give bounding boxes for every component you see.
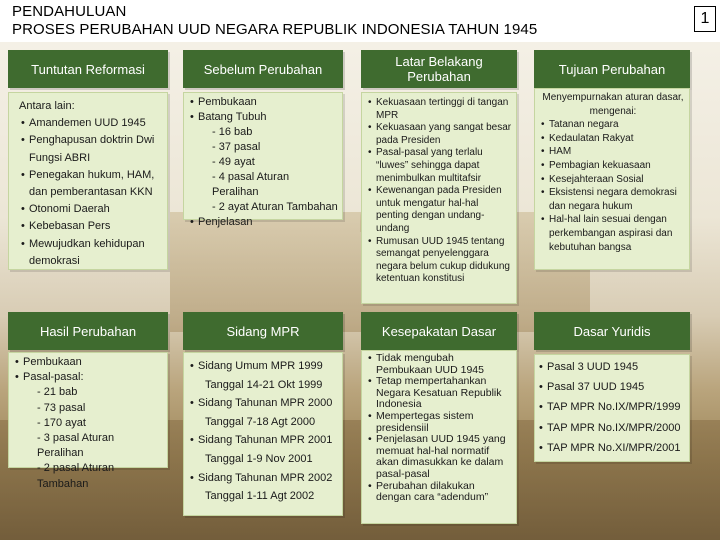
box-kesepakatan-dasar xyxy=(361,350,517,524)
list-item: • Kekuasaan yang sangat besar pada Presiden xyxy=(376,122,512,147)
kesepakatan-list xyxy=(376,353,512,504)
list-item: • Rumusan UUD 1945 tentang semangat penyelenggara negara belum cukup didukung ketentuan konstitusi xyxy=(376,236,512,286)
tujuan-list xyxy=(549,118,685,254)
list-item: • Kedaulatan Rakyat xyxy=(549,132,685,146)
sub-item: - 49 ayat xyxy=(198,155,338,170)
sidang-date: Tanggal 1-11 Agt 2002 xyxy=(205,490,315,503)
list-item: • Kesejahteraan Sosial xyxy=(549,173,685,187)
slide-title xyxy=(12,3,537,39)
list-item: • Kebebasan Pers xyxy=(29,218,161,235)
list-item: • Batang Tubuh xyxy=(198,110,338,125)
list-item: • Sidang Tahunan MPR 2001 xyxy=(198,431,338,450)
list-item: • Otonomi Daerah xyxy=(29,201,161,218)
sub-item: - 16 bab xyxy=(198,125,338,140)
title-line-2: PROSES PERUBAHAN UUD NEGARA REPUBLIK INDONESIA TAHUN 1945 xyxy=(12,21,538,38)
box-tujuan-perubahan xyxy=(534,88,690,270)
sub-item: - 2 pasal Aturan Tambahan xyxy=(23,461,163,491)
list-item: • Pembukaan xyxy=(198,95,338,110)
list-item: • Penghapusan doktrin Dwi Fungsi ABRI xyxy=(29,132,161,166)
list-item: • Pasal 37 UUD 1945 xyxy=(547,377,687,397)
box-latar-belakang xyxy=(361,92,517,304)
list-item: • TAP MPR No.IX/MPR/1999 xyxy=(547,397,687,417)
hasil-list xyxy=(23,355,163,492)
list-item: • Sidang Tahunan MPR 2000 xyxy=(198,394,338,413)
tuntutan-intro: Antara lain: xyxy=(19,100,75,112)
list-item: • Penegakan hukum, HAM, dan pemberantasan KKN xyxy=(29,167,161,201)
list-item: • Eksistensi negara demokrasi dan negara hukum xyxy=(549,186,685,213)
sidang-date: Tanggal 1-9 Nov 2001 xyxy=(205,452,313,465)
list-item: • Perubahan dilakukan dengan cara “adendum” xyxy=(376,481,512,504)
header-tuntutan-reformasi: Tuntutan Reformasi xyxy=(8,50,168,88)
latar-list xyxy=(376,97,512,286)
list-item: • Sidang Umum MPR 1999 xyxy=(198,357,338,376)
list-item: • Pembukaan xyxy=(23,355,163,370)
list-item: • Pasal-pasal: xyxy=(23,370,163,385)
list-item: • Sidang Tahunan MPR 2002 xyxy=(198,469,338,488)
header-kesepakatan-dasar: Kesepakatan Dasar xyxy=(361,312,517,350)
sub-item: - 2 ayat Aturan Tambahan xyxy=(198,200,338,215)
list-item: • Pasal-pasal yang terlalu “luwes” sehingga dapat menimbulkan multitafsir xyxy=(376,147,512,185)
list-item: • Penjelasan xyxy=(198,215,338,230)
tujuan-intro: Menyempurnakan aturan dasar, mengenai: xyxy=(542,92,684,117)
tuntutan-list xyxy=(21,115,161,270)
list-item: • Tatanan negara xyxy=(549,118,685,132)
box-hasil-perubahan xyxy=(8,352,168,490)
box-sebelum-perubahan xyxy=(183,92,343,228)
box-dasar-yuridis xyxy=(534,354,690,462)
list-item: • Pasal 3 UUD 1945 xyxy=(547,357,687,377)
sidang-list xyxy=(198,357,338,506)
box-sidang-mpr xyxy=(183,352,343,516)
list-item: • Mempertegas sistem presidensiil xyxy=(376,411,512,434)
list-item: • Pembagian kekuasaan xyxy=(549,159,685,173)
header-dasar-yuridis: Dasar Yuridis xyxy=(534,312,690,350)
list-item: • Hal-hal lain sesuai dengan perkembangan aspirasi dan kebutuhan bangsa xyxy=(549,213,685,254)
sub-item: - 37 pasal xyxy=(198,140,338,155)
sub-item: - 21 bab xyxy=(23,385,163,400)
header-latar-belakang: Latar Belakang Perubahan xyxy=(361,50,517,88)
sebelum-list xyxy=(198,95,338,230)
header-sidang-mpr: Sidang MPR xyxy=(183,312,343,350)
header-sebelum-perubahan: Sebelum Perubahan xyxy=(183,50,343,88)
list-item: • Amandemen UUD 1945 xyxy=(29,115,161,132)
list-item: • TAP MPR No.IX/MPR/2000 xyxy=(547,418,687,438)
sub-item: - 4 pasal Aturan Peralihan xyxy=(198,170,338,200)
sidang-date: Tanggal 14-21 Okt 1999 xyxy=(205,378,323,391)
page-number: 1 xyxy=(694,6,716,32)
sub-item: - 73 pasal xyxy=(23,401,163,416)
list-item: • HAM xyxy=(549,145,685,159)
title-line-1: PENDAHULUAN xyxy=(12,3,127,20)
header-tujuan-perubahan: Tujuan Perubahan xyxy=(534,50,690,88)
sub-item: - 170 ayat xyxy=(23,416,163,431)
list-item: • Mewujudkan kehidupan demokrasi xyxy=(29,236,161,270)
list-item: • Tidak mengubah Pembukaan UUD 1945 xyxy=(376,353,512,376)
sub-item: - 3 pasal Aturan Peralihan xyxy=(23,431,163,461)
dasar-list xyxy=(547,357,687,458)
list-item: • Penjelasan UUD 1945 yang memuat hal-hal normatif akan dimasukkan ke dalam pasal-pasal xyxy=(376,434,512,480)
sidang-date: Tanggal 7-18 Agt 2000 xyxy=(205,415,316,428)
list-item: • Kewenangan pada Presiden untuk mengatur hal-hal penting dengan undang-undang xyxy=(376,185,512,235)
box-tuntutan-reformasi xyxy=(8,92,168,270)
list-item: • Tetap mempertahankan Negara Kesatuan Republik Indonesia xyxy=(376,376,512,411)
list-item: • Kekuasaan tertinggi di tangan MPR xyxy=(376,97,512,122)
list-item: • TAP MPR No.XI/MPR/2001 xyxy=(547,438,687,458)
header-hasil-perubahan: Hasil Perubahan xyxy=(8,312,168,350)
